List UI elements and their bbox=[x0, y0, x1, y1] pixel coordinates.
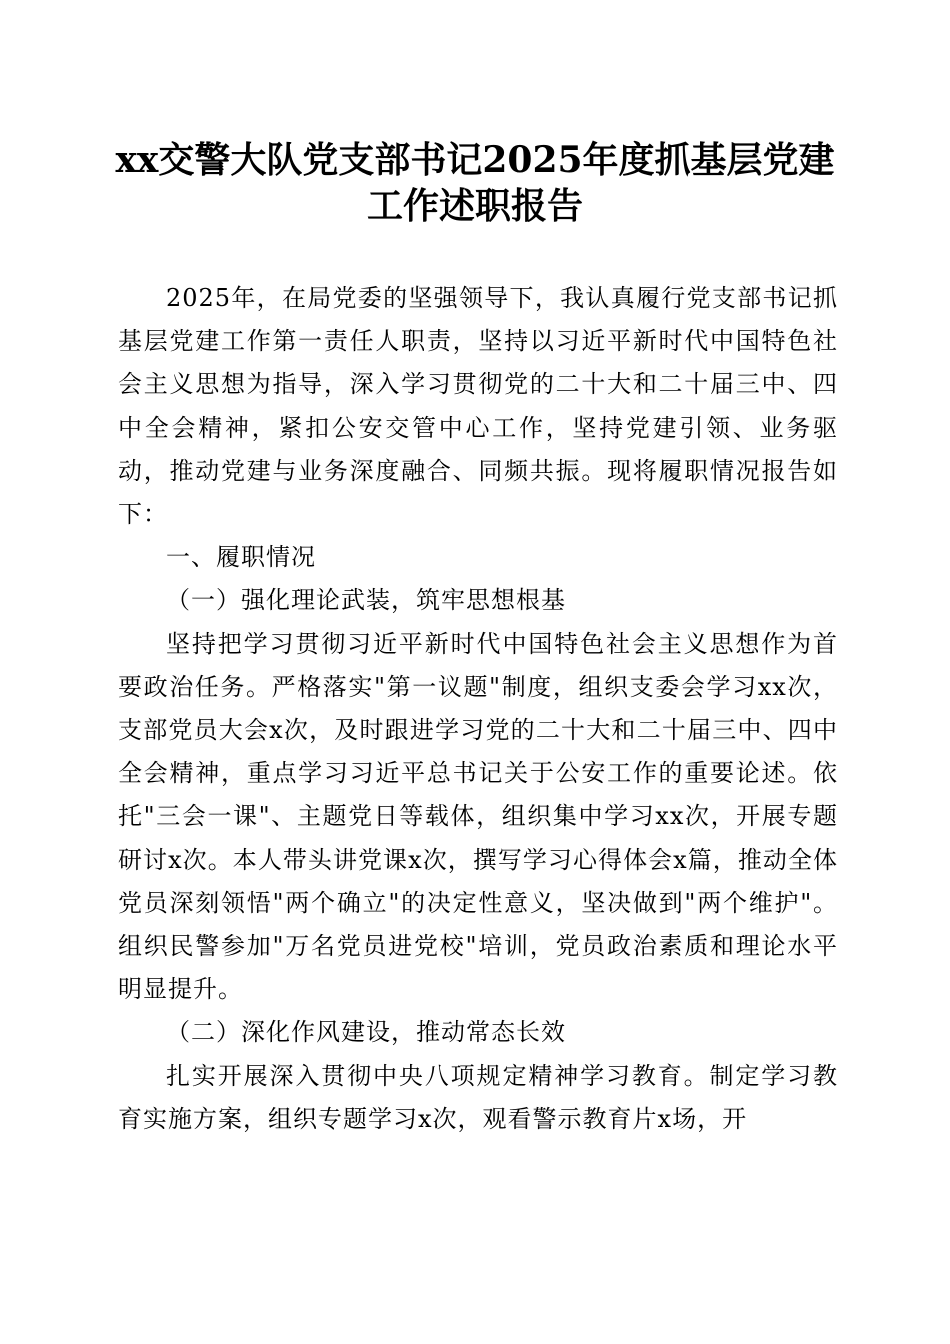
intro-paragraph: 2025年，在局党委的坚强领导下，我认真履行党支部书记抓基层党建工作第一责任人职责，坚持以习近平新时代中国特色社会主义思想为指导，深入学习贯彻党的二十大和二十届三中、四中全会精神，紧扣公安交管中心工作，坚持党建引领、业务驱动，推动党建与业务深度融合、同频共振。现将履职情况报告如下： bbox=[118, 284, 838, 529]
document-body bbox=[118, 277, 838, 1141]
subsection-1-paragraph: 坚持把学习贯彻习近平新时代中国特色社会主义思想作为首要政治任务。严格落实"第一议题"制度，组织支委会学习xx次，支部党员大会x次，及时跟进学习党的二十大和二十届三中、四中全会精神，重点学习习近平总书记关于公安工作的重要论述。依托"三会一课"、主题党日等载体，组织集中学习xx次，开展专题研讨x次。本人带头讲党课x次，撰写学习心得体会x篇，推动全体党员深刻领悟"两个确立"的决定性意义，坚决做到"两个维护"。组织民警参加"万名党员进党校"培训，党员政治素质和理论水平明显提升。 bbox=[118, 629, 838, 1004]
document-title-line-1: xx交警大队党支部书记2025年度抓基层党建 bbox=[115, 139, 835, 181]
subsection-heading-1: （一）强化理论武装，筑牢思想根基 bbox=[166, 586, 566, 615]
document-title-line-2: 工作述职报告 bbox=[366, 185, 583, 227]
section-heading-1: 一、履职情况 bbox=[166, 543, 316, 572]
subsection-heading-2: （二）深化作风建设，推动常态长效 bbox=[166, 1018, 566, 1047]
subsection-2-paragraph: 扎实开展深入贯彻中央八项规定精神学习教育。制定学习教育实施方案，组织专题学习x次，观看警示教育片x场，开 bbox=[118, 1061, 838, 1133]
